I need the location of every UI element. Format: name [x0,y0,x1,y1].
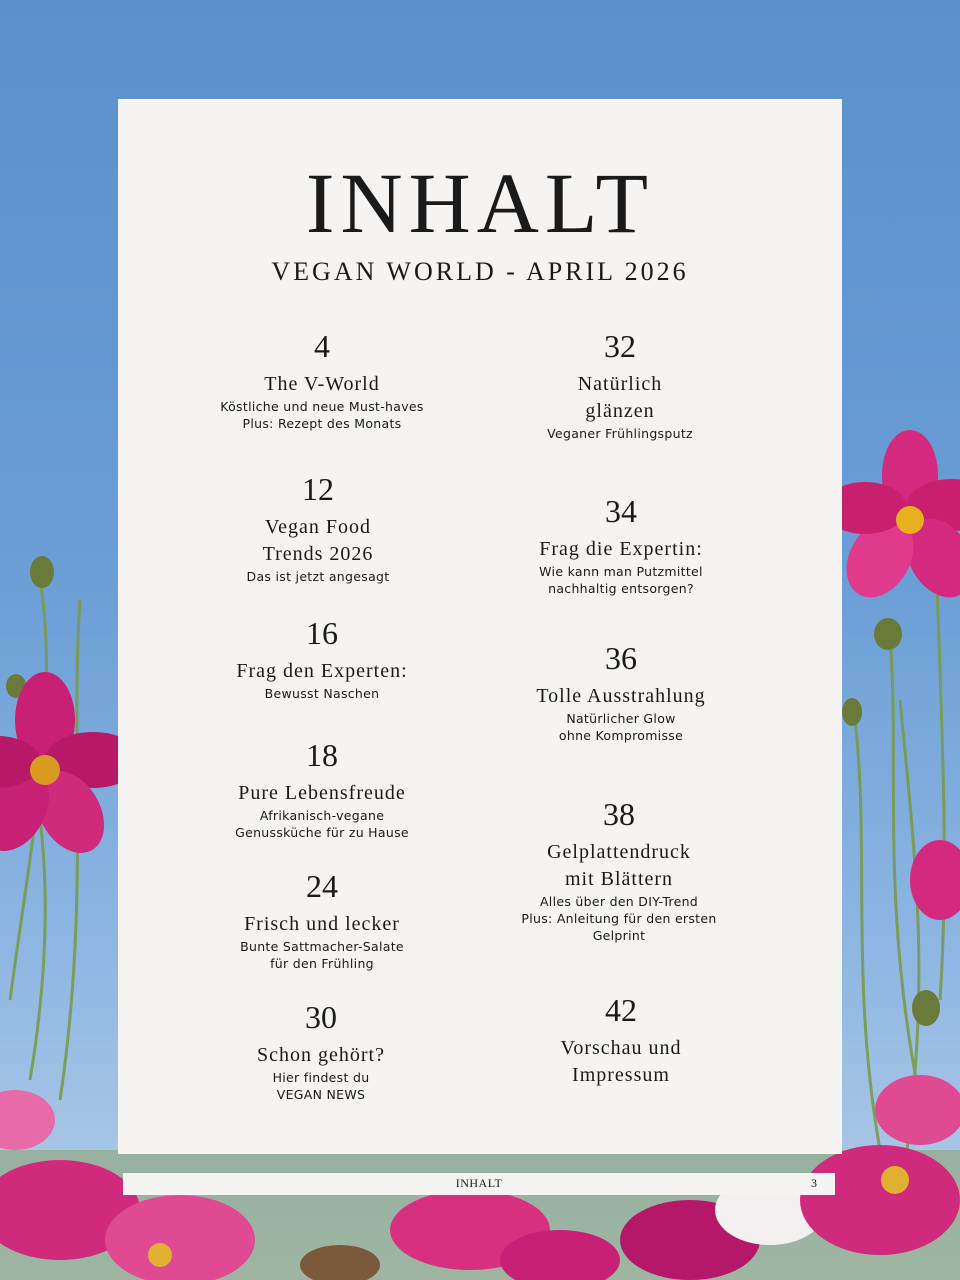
toc-page-number: 36 [605,640,637,676]
toc-page-number: 32 [604,328,636,364]
toc-title: Vorschau und Impressum [560,1037,682,1086]
toc-title: Frag den Experten: [236,660,408,682]
toc-entry[interactable] [172,327,472,432]
toc-title: Pure Lebensfreude [238,782,406,804]
contents-card [118,99,842,1154]
toc-entry[interactable] [469,795,769,944]
toc-entry[interactable] [471,991,771,1089]
toc-title: Tolle Ausstrahlung [536,685,706,707]
toc-description: Afrikanisch-vegane Genussküche für zu Hause [235,808,409,840]
toc-entry[interactable] [168,470,468,585]
toc-page-number: 34 [605,493,637,529]
toc-description: Wie kann man Putzmittel nachhaltig entsorgen? [539,564,703,596]
toc-description: Bewusst Naschen [264,686,380,701]
toc-entry[interactable] [172,614,472,702]
toc-description: Alles über den DIY-Trend Plus: Anleitung für den ersten Gelprint [521,894,717,943]
toc-page-number: 16 [306,615,338,651]
toc-entry[interactable] [172,736,472,841]
toc-page-number: 30 [305,999,337,1035]
toc-page-number: 38 [603,796,635,832]
toc-description: Köstliche und neue Must-haves Plus: Rezept des Monats [220,399,424,431]
toc-page-number: 42 [605,992,637,1028]
footer-page-number: 3 [811,1176,817,1190]
toc-description: Bunte Sattmacher-Salate für den Frühling [240,939,404,971]
toc-page-number: 18 [306,737,338,773]
toc-title: Natürlich glänzen [577,373,663,422]
toc-title: The V-World [264,373,380,395]
toc-entry[interactable] [471,639,771,744]
page-footer [123,1173,835,1195]
toc-description: Natürlicher Glow ohne Kompromisse [558,711,684,743]
toc-page-number: 24 [306,868,338,904]
toc-description: Veganer Frühlingsputz [547,426,693,441]
toc-title: Gelplattendruck mit Blättern [547,841,691,890]
toc-entry[interactable] [470,327,770,442]
toc-description: Hier findest du VEGAN NEWS [272,1070,370,1102]
toc-description: Das ist jetzt angesagt [246,569,390,584]
toc-entry[interactable] [172,867,472,972]
footer-section-label: INHALT [455,1176,503,1190]
toc-title: Frisch und lecker [244,913,400,935]
toc-entry[interactable] [471,492,771,597]
toc-page-number: 12 [302,471,334,507]
page-title: INHALT [305,155,655,251]
toc-entry[interactable] [171,998,471,1103]
toc-title: Schon gehört? [257,1044,385,1066]
issue-subtitle: VEGAN WORLD - APRIL 2026 [271,257,689,286]
toc-title: Vegan Food Trends 2026 [262,516,374,565]
toc-title: Frag die Expertin: [539,538,703,560]
toc-page-number: 4 [314,328,330,364]
